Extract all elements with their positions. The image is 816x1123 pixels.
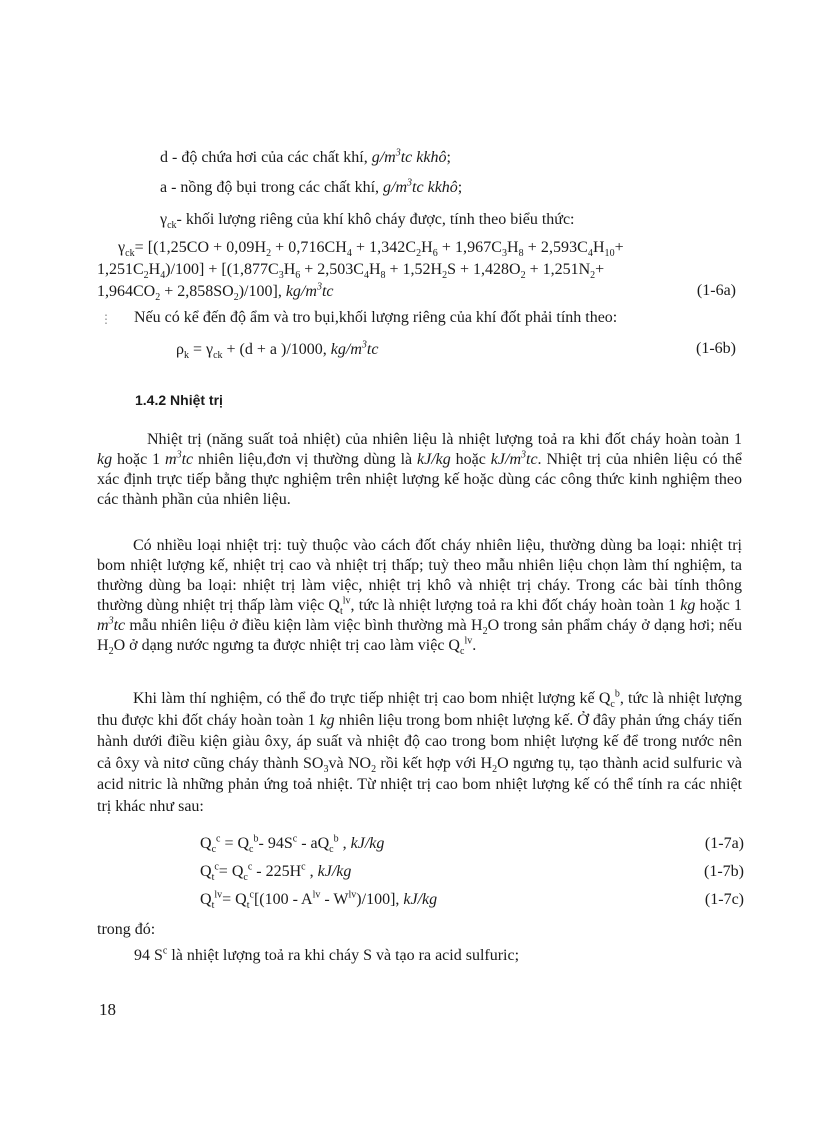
eq-1-7a: $Q_c^c = Q_c^b-$ $94S^c - aQ_c^b$ , kJ/kg (1-7a) [200, 833, 744, 856]
margin-mark: ⋮ [100, 312, 112, 326]
eq-1-7b: $Q_t^c= Q_c^c - 225H^c$ , kJ/kg (1-7b) [200, 861, 744, 884]
moisture-note: Nếu có kể đến độ ẩm và tro bụi,khối lượng riêng của khí đốt phải tính theo: [134, 309, 618, 326]
eq-1-7a-tag: (1-7a) [704, 835, 744, 852]
eq-1-6b-tag: (1-6b) [696, 340, 736, 357]
def-d: d - độ chứa hơi của các chất khí, $g/m^3tc$ kkhô; [160, 147, 451, 166]
def-a: a - nồng độ bụi trong các chất khí, $g/m^3tc$ kkhô; [160, 177, 463, 196]
section-heading: 1.4.2 Nhiệt trị [135, 392, 223, 408]
page-number: 18 [99, 1000, 116, 1019]
eq-1-6b: $\rho_k = \gamma_{ck} + (d + a$ )/1000, $kg/m^3tc$ [176, 339, 379, 362]
eq-1-6a-line1: $\gamma_{ck}= [(1,25CO + 0,09H_2 + 0,716CH_4 + 1,342C_2H_6 + 1,967C_3H_8 + 2,593C_4H_{10}+$ [118, 239, 624, 260]
eq-1-6a-tag: (1-6a) [696, 282, 736, 299]
eq-1-7c-tag: (1-7c) [704, 891, 744, 908]
paragraph-2: Có nhiều loại nhiệt trị: tuỳ thuộc vào cách đốt cháy nhiên liệu, thường dùng ba loại: nhiệt trị bom nhiệt lượng kế, nhiệt trị cao và nhiệt trị thấp; tuỳ theo mẫu nhiên liệu chọn làm thí nghiệm, ta thường dùng ba loại: nhiệt trị làm việc, nhiệt trị khô và nhiệt trị cháy. Trong các bài tính thông thường dùng nhiệt trị thấp làm việc $Q_t^{lv}$, tức là nhiệt lượng toả ra khi đốt cháy hoàn toàn 1 kg hoặc 1 $m^3tc$ mẫu nhiên liệu ở điều kiện làm việc bình thường mà $H_2O$ trong sản phẩm cháy ở dạng hơi; nếu $H_2O$ ở dạng nước ngưng ta được nhiệt trị cao làm việc $Q_c^{lv}$. [97, 537, 743, 658]
paragraph-1: Nhiệt trị (năng suất toả nhiệt) của nhiên liệu là nhiệt lượng toả ra khi đốt cháy hoàn toàn 1 kg hoặc 1 $m^3tc$ nhiên liệu,đơn vị thường dùng là kJ/kg hoặc $kJ/m^3tc$. Nhiệt trị của nhiên liệu có thể xác định trực tiếp bằng thực nghiệm trên nhiệt lượng kế hoặc dùng các công thức kinh nghiệm theo các thành phần của nhiên liệu. [97, 431, 743, 508]
def-gamma: $\gamma_{ck}-$ khối lượng riêng của khí khô cháy được, tính theo biểu thức: [160, 211, 575, 232]
paragraph-3: Khi làm thí nghiệm, có thể đo trực tiếp nhiệt trị cao bom nhiệt lượng kế $Q_c^b$, tức là nhiệt lượng thu được khi đốt cháy hoàn toàn 1 kg nhiên liệu trong bom nhiệt lượng kế. Ở đây phản ứng cháy tiến hành dưới điều kiện giàu ôxy, áp suất và nhiệt độ cao trong bom nhiệt lượng kế để trong nước nên cả ôxy và nitơ cũng cháy thành $SO_3và$ $NO_2$ rồi kết hợp với $H_2O$ ngưng tụ, tạo thành acid sulfuric và acid nitric là những phản ứng toả nhiệt. Từ nhiệt trị cao bom nhiệt lượng kế có thể tính ra các nhiệt trị khác như sau: [97, 688, 743, 815]
eq-1-6a-line3: $1,964CO_2 + 2,858SO_2)/100$], $kg/m^3tc$ [97, 281, 334, 304]
eq-1-7c: $Q_t^{lv}= Q_t^c[(100 - A^{lv} - W^{lv})/100]$, kJ/kg (1-7c) [200, 889, 744, 912]
where-item: 94 $S^c$ là nhiệt lượng toả ra khi cháy S và tạo ra acid sulfuric; [134, 945, 520, 964]
eq-1-7b-tag: (1-7b) [704, 863, 744, 880]
eq-1-6a-line2: $1,251C_2H_4)/100] + [(1,877C_3H_6 + 2,503C_4H_8 + 1,52H_2S + 1,428O_2 + 1,251N_2+$ [97, 261, 605, 282]
where-label: trong đó: [97, 921, 156, 938]
